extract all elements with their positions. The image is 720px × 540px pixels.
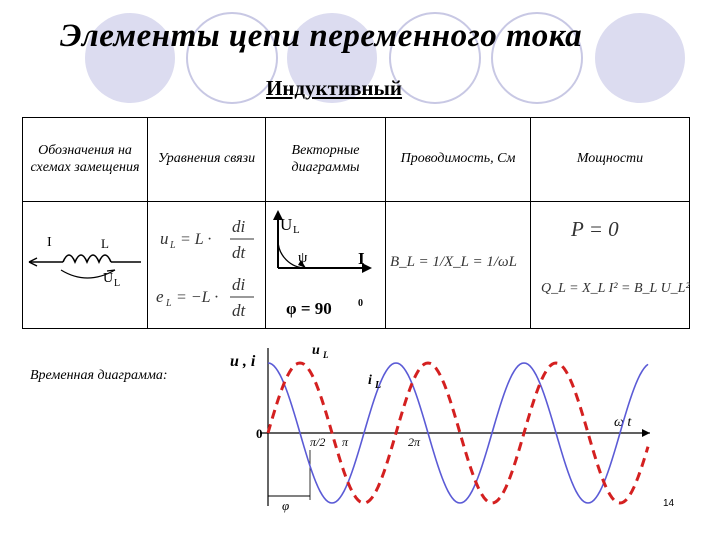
header-conductance: Проводимость, См bbox=[386, 118, 531, 202]
equations-formula bbox=[148, 202, 266, 328]
eq2-den: dt bbox=[232, 301, 246, 320]
vector-u-sub: L bbox=[293, 224, 300, 236]
conductance-formula bbox=[386, 202, 531, 328]
slide-subtitle: Индуктивный bbox=[266, 76, 403, 100]
eq1-den: dt bbox=[232, 243, 246, 262]
eq2-lhs: e bbox=[156, 287, 164, 306]
power-active: P = 0 bbox=[571, 217, 619, 241]
header-equations: Уравнения связи bbox=[148, 118, 266, 202]
eq1-num: di bbox=[232, 217, 246, 236]
power-cell bbox=[531, 202, 690, 329]
phase-sup: 0 bbox=[358, 298, 363, 309]
time-diagram-label: Временная диаграмма: bbox=[30, 368, 168, 383]
vector-i-label: I bbox=[358, 249, 365, 268]
eq1-lhs: u bbox=[160, 229, 169, 248]
series-u-sub: L bbox=[323, 350, 329, 360]
phase-marker-label: φ bbox=[282, 498, 290, 513]
tick-pi: π bbox=[342, 435, 349, 449]
voltage-sub: L bbox=[114, 278, 121, 289]
voltage-label: U bbox=[103, 271, 114, 286]
tick-pi-half: π/2 bbox=[310, 435, 326, 449]
eq2-num: di bbox=[232, 275, 246, 294]
phase-label: φ = 90 bbox=[286, 299, 332, 318]
origin-label: 0 bbox=[256, 426, 263, 441]
schematic-cell bbox=[23, 202, 148, 329]
conductance-cell bbox=[386, 202, 531, 329]
inductor-schematic bbox=[23, 202, 148, 328]
x-axis-label: ω t bbox=[614, 415, 632, 430]
current-label: I bbox=[47, 235, 52, 250]
conductance-text: B_L = 1/X_L = 1/ωL bbox=[390, 254, 517, 270]
vector-u-label: U bbox=[280, 215, 293, 234]
page-number: 14 bbox=[663, 498, 675, 509]
tick-2pi: 2π bbox=[408, 435, 421, 449]
header-vector: Векторные диаграммы bbox=[266, 118, 386, 202]
table-content-row bbox=[23, 202, 690, 329]
series-u-label: u bbox=[312, 343, 320, 358]
eq2-rhs: = −L · bbox=[176, 289, 219, 306]
vector-cell bbox=[266, 202, 386, 329]
element-table bbox=[22, 117, 690, 329]
equations-cell bbox=[148, 202, 266, 329]
header-schematic: Обозначения на схемах замещения bbox=[23, 118, 148, 202]
time-diagram bbox=[230, 338, 690, 518]
y-axis-label: u , i bbox=[230, 353, 256, 370]
inductor-label: L bbox=[101, 236, 109, 251]
series-i-sub: L bbox=[375, 380, 382, 391]
power-formula bbox=[531, 202, 690, 328]
table-header-row bbox=[23, 118, 690, 202]
power-reactive: Q_L = X_L I² = B_L U_L² bbox=[541, 281, 690, 296]
eq2-lhs-sub: L bbox=[166, 298, 172, 309]
vector-angle-label: ψ bbox=[298, 250, 308, 266]
eq1-lhs-sub: L bbox=[170, 240, 176, 251]
header-power: Мощности bbox=[531, 118, 690, 202]
slide-title: Элементы цепи переменного тока bbox=[60, 18, 583, 54]
vector-diagram bbox=[266, 202, 386, 328]
eq1-rhs: = L · bbox=[180, 231, 212, 248]
series-i-label: i bbox=[368, 373, 372, 388]
